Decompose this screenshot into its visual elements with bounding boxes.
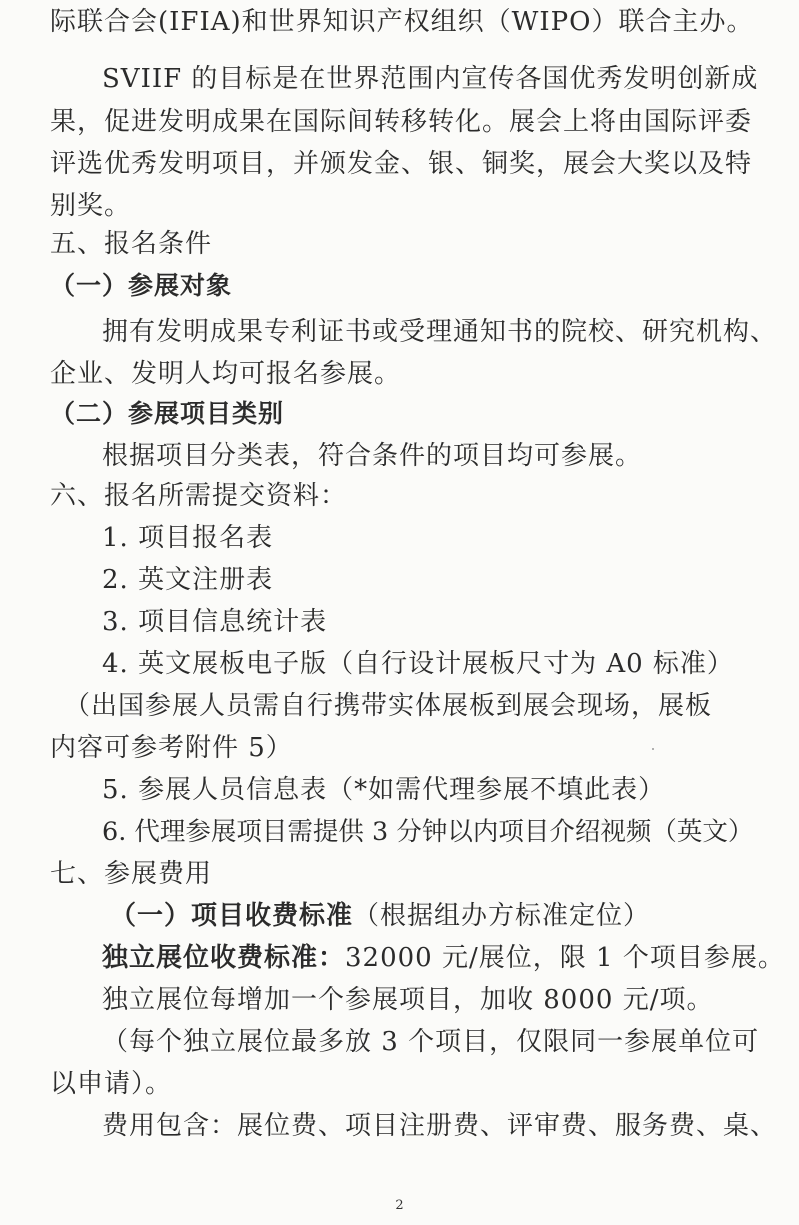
- subsection-heading: （二）参展项目类别: [50, 399, 285, 428]
- paragraph-line: 费用包含：展位费、项目注册费、评审费、服务费、桌、: [102, 1111, 778, 1141]
- fee-heading-bold: （一）项目收费标准: [110, 901, 354, 931]
- paragraph-line: 评选优秀发明项目，并颁发金、银、铜奖，展会大奖以及特: [50, 149, 753, 179]
- paragraph-line: 根据项目分类表，符合条件的项目均可参展。: [102, 441, 643, 471]
- paragraph-line: 独立展位每增加一个参展项目，加收 8000 元/项。: [102, 985, 714, 1015]
- section-heading: 五、报名条件: [50, 229, 213, 259]
- list-item: 5. 参展人员信息表（*如需代理参展不填此表）: [102, 775, 666, 805]
- paragraph-line: 果，促进发明成果在国际间转移转化。展会上将由国际评委: [50, 107, 753, 137]
- fee-heading-rest: （根据组办方标准定位）: [353, 901, 651, 931]
- paragraph-line: 企业、发明人均可报名参展。: [50, 359, 402, 389]
- paragraph-line: 以申请）。: [50, 1069, 173, 1099]
- list-item: 4. 英文展板电子版（自行设计展板尺寸为 A0 标准）: [102, 649, 734, 679]
- list-item: 2. 英文注册表: [102, 565, 274, 595]
- scan-speck: [652, 748, 654, 750]
- fee-subsection-heading: [110, 900, 650, 932]
- section-heading: 七、参展费用: [50, 859, 213, 889]
- paragraph-line: 别奖。: [50, 191, 132, 221]
- paragraph-line: 际联合会(IFIA)和世界知识产权组织（WIPO）联合主办。: [50, 7, 754, 37]
- section-heading: 六、报名所需提交资料：: [50, 481, 348, 511]
- list-item: 3. 项目信息统计表: [102, 607, 328, 637]
- paragraph-line: 拥有发明成果专利证书或受理通知书的院校、研究机构、: [102, 317, 778, 347]
- paragraph-line: 内容可参考附件 5）: [50, 733, 293, 763]
- paragraph-line: （每个独立展位最多放 3 个项目，仅限同一参展单位可: [102, 1027, 760, 1057]
- page-number: 2: [395, 1198, 404, 1213]
- list-item: 6. 代理参展项目需提供 3 分钟以内项目介绍视频（英文）: [102, 817, 754, 847]
- fee-standard-rest: 32000 元/展位，限 1 个项目参展。: [345, 943, 785, 973]
- paragraph-line: （出国参展人员需自行携带实体展板到展会现场，展板: [64, 691, 713, 721]
- subsection-heading: （一）参展对象: [50, 271, 233, 300]
- fee-standard-line: [102, 942, 785, 974]
- fee-standard-bold: 独立展位收费标准：: [102, 943, 346, 973]
- paragraph-line: SVIIF 的目标是在世界范围内宣传各国优秀发明创新成: [102, 64, 759, 94]
- list-item: 1. 项目报名表: [102, 523, 274, 553]
